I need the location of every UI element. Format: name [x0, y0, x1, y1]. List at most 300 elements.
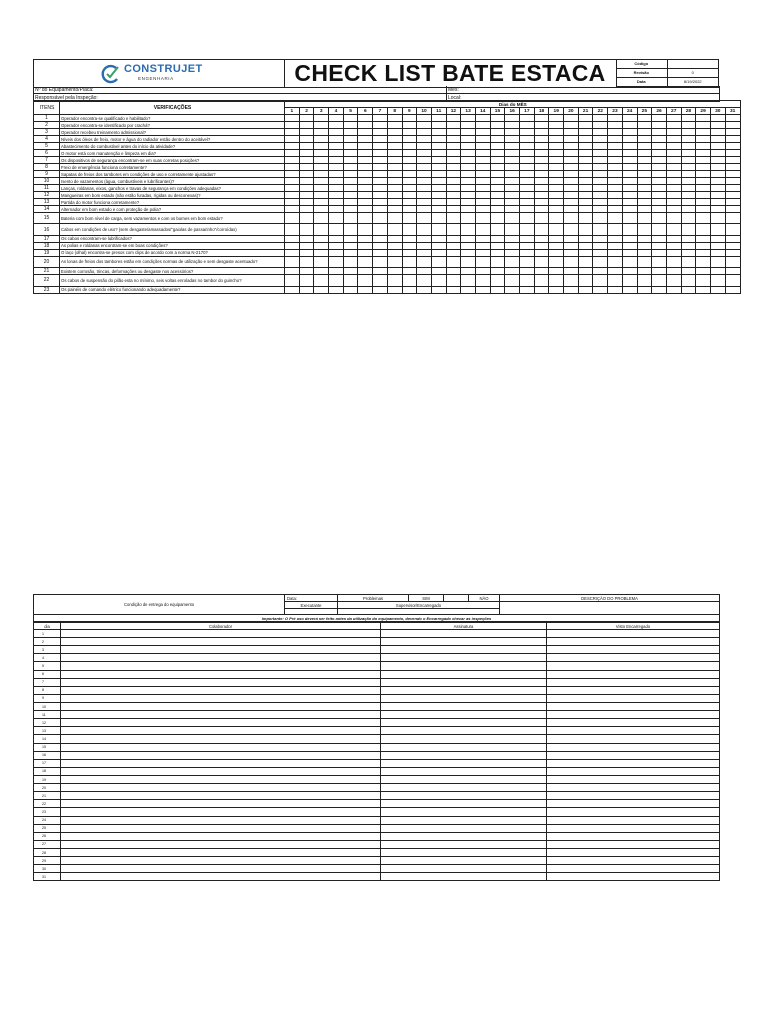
day-check-cell[interactable] [358, 275, 373, 286]
day-check-cell[interactable] [431, 192, 446, 199]
day-check-cell[interactable] [358, 206, 373, 213]
day-check-cell[interactable] [343, 242, 358, 249]
day-check-cell[interactable] [461, 206, 476, 213]
signature-cell[interactable] [381, 686, 547, 694]
signature-cell[interactable] [381, 662, 547, 670]
collaborator-cell[interactable] [61, 800, 381, 808]
day-check-cell[interactable] [402, 150, 417, 157]
day-check-cell[interactable] [417, 199, 432, 206]
day-check-cell[interactable] [534, 256, 549, 267]
day-check-cell[interactable] [475, 115, 490, 122]
day-check-cell[interactable] [505, 185, 520, 192]
day-check-cell[interactable] [387, 213, 402, 224]
day-check-cell[interactable] [564, 178, 579, 185]
day-check-cell[interactable] [622, 129, 637, 136]
day-check-cell[interactable] [299, 249, 314, 256]
day-check-cell[interactable] [417, 256, 432, 267]
visto-cell[interactable] [547, 727, 720, 735]
day-check-cell[interactable] [608, 157, 623, 164]
day-check-cell[interactable] [666, 171, 681, 178]
collaborator-cell[interactable] [61, 865, 381, 873]
day-check-cell[interactable] [578, 143, 593, 150]
day-check-cell[interactable] [431, 136, 446, 143]
day-check-cell[interactable] [534, 171, 549, 178]
visto-cell[interactable] [547, 832, 720, 840]
day-check-cell[interactable] [608, 122, 623, 129]
day-check-cell[interactable] [637, 268, 652, 275]
day-check-cell[interactable] [710, 171, 725, 178]
day-check-cell[interactable] [373, 256, 388, 267]
visto-cell[interactable] [547, 719, 720, 727]
day-check-cell[interactable] [578, 192, 593, 199]
day-check-cell[interactable] [329, 275, 344, 286]
day-check-cell[interactable] [490, 136, 505, 143]
day-check-cell[interactable] [505, 213, 520, 224]
day-check-cell[interactable] [593, 157, 608, 164]
day-check-cell[interactable] [681, 242, 696, 249]
day-check-cell[interactable] [314, 136, 329, 143]
visto-cell[interactable] [547, 630, 720, 638]
day-check-cell[interactable] [593, 164, 608, 171]
day-check-cell[interactable] [329, 136, 344, 143]
day-check-cell[interactable] [549, 185, 564, 192]
day-check-cell[interactable] [578, 129, 593, 136]
collaborator-cell[interactable] [61, 678, 381, 686]
day-check-cell[interactable] [387, 129, 402, 136]
day-check-cell[interactable] [622, 178, 637, 185]
day-check-cell[interactable] [373, 171, 388, 178]
day-check-cell[interactable] [696, 150, 711, 157]
day-check-cell[interactable] [446, 206, 461, 213]
day-check-cell[interactable] [475, 150, 490, 157]
day-check-cell[interactable] [417, 213, 432, 224]
day-check-cell[interactable] [520, 115, 535, 122]
day-check-cell[interactable] [622, 115, 637, 122]
day-check-cell[interactable] [608, 192, 623, 199]
day-check-cell[interactable] [681, 199, 696, 206]
day-check-cell[interactable] [446, 213, 461, 224]
day-check-cell[interactable] [358, 185, 373, 192]
day-check-cell[interactable] [652, 249, 667, 256]
day-check-cell[interactable] [329, 206, 344, 213]
day-check-cell[interactable] [652, 199, 667, 206]
day-check-cell[interactable] [402, 164, 417, 171]
day-check-cell[interactable] [681, 115, 696, 122]
day-check-cell[interactable] [666, 122, 681, 129]
day-check-cell[interactable] [358, 143, 373, 150]
day-check-cell[interactable] [637, 275, 652, 286]
day-check-cell[interactable] [417, 206, 432, 213]
day-check-cell[interactable] [725, 171, 740, 178]
day-check-cell[interactable] [402, 199, 417, 206]
day-check-cell[interactable] [710, 213, 725, 224]
day-check-cell[interactable] [461, 115, 476, 122]
day-check-cell[interactable] [505, 115, 520, 122]
day-check-cell[interactable] [329, 129, 344, 136]
day-check-cell[interactable] [710, 185, 725, 192]
day-check-cell[interactable] [534, 129, 549, 136]
day-check-cell[interactable] [520, 136, 535, 143]
day-check-cell[interactable] [373, 213, 388, 224]
signature-cell[interactable] [381, 654, 547, 662]
day-check-cell[interactable] [446, 122, 461, 129]
day-check-cell[interactable] [696, 199, 711, 206]
day-check-cell[interactable] [696, 249, 711, 256]
day-check-cell[interactable] [299, 115, 314, 122]
day-check-cell[interactable] [637, 157, 652, 164]
day-check-cell[interactable] [564, 268, 579, 275]
day-check-cell[interactable] [710, 206, 725, 213]
visto-cell[interactable] [547, 873, 720, 881]
day-check-cell[interactable] [666, 242, 681, 249]
day-check-cell[interactable] [373, 164, 388, 171]
day-check-cell[interactable] [417, 129, 432, 136]
day-check-cell[interactable] [622, 185, 637, 192]
day-check-cell[interactable] [578, 199, 593, 206]
day-check-cell[interactable] [564, 164, 579, 171]
collaborator-cell[interactable] [61, 848, 381, 856]
day-check-cell[interactable] [608, 185, 623, 192]
day-check-cell[interactable] [725, 157, 740, 164]
visto-cell[interactable] [547, 638, 720, 646]
yes-option[interactable]: SIM [409, 595, 444, 602]
day-check-cell[interactable] [710, 178, 725, 185]
signature-cell[interactable] [381, 832, 547, 840]
day-check-cell[interactable] [314, 286, 329, 293]
day-check-cell[interactable] [520, 185, 535, 192]
collaborator-cell[interactable] [61, 646, 381, 654]
day-check-cell[interactable] [505, 256, 520, 267]
day-check-cell[interactable] [710, 286, 725, 293]
day-check-cell[interactable] [534, 199, 549, 206]
visto-cell[interactable] [547, 816, 720, 824]
day-check-cell[interactable] [490, 192, 505, 199]
day-check-cell[interactable] [373, 185, 388, 192]
day-check-cell[interactable] [637, 256, 652, 267]
day-check-cell[interactable] [446, 171, 461, 178]
day-check-cell[interactable] [505, 157, 520, 164]
day-check-cell[interactable] [578, 136, 593, 143]
yes-checkbox[interactable] [444, 595, 469, 602]
day-check-cell[interactable] [637, 178, 652, 185]
visto-cell[interactable] [547, 678, 720, 686]
day-check-cell[interactable] [461, 235, 476, 242]
collaborator-cell[interactable] [61, 630, 381, 638]
day-check-cell[interactable] [314, 185, 329, 192]
day-check-cell[interactable] [299, 286, 314, 293]
day-check-cell[interactable] [299, 171, 314, 178]
day-check-cell[interactable] [652, 164, 667, 171]
day-check-cell[interactable] [564, 286, 579, 293]
day-check-cell[interactable] [431, 275, 446, 286]
day-check-cell[interactable] [387, 286, 402, 293]
day-check-cell[interactable] [725, 256, 740, 267]
day-check-cell[interactable] [637, 143, 652, 150]
day-check-cell[interactable] [461, 192, 476, 199]
day-check-cell[interactable] [578, 150, 593, 157]
day-check-cell[interactable] [681, 185, 696, 192]
day-check-cell[interactable] [461, 157, 476, 164]
day-check-cell[interactable] [402, 136, 417, 143]
day-check-cell[interactable] [299, 136, 314, 143]
day-check-cell[interactable] [564, 122, 579, 129]
day-check-cell[interactable] [358, 157, 373, 164]
day-check-cell[interactable] [549, 235, 564, 242]
day-check-cell[interactable] [520, 242, 535, 249]
day-check-cell[interactable] [652, 136, 667, 143]
day-check-cell[interactable] [387, 224, 402, 235]
day-check-cell[interactable] [343, 235, 358, 242]
day-check-cell[interactable] [461, 164, 476, 171]
day-check-cell[interactable] [681, 164, 696, 171]
signature-cell[interactable] [381, 816, 547, 824]
day-check-cell[interactable] [329, 171, 344, 178]
day-check-cell[interactable] [710, 249, 725, 256]
day-check-cell[interactable] [564, 129, 579, 136]
day-check-cell[interactable] [314, 275, 329, 286]
day-check-cell[interactable] [534, 192, 549, 199]
day-check-cell[interactable] [725, 206, 740, 213]
day-check-cell[interactable] [343, 122, 358, 129]
day-check-cell[interactable] [593, 275, 608, 286]
day-check-cell[interactable] [343, 136, 358, 143]
day-check-cell[interactable] [475, 206, 490, 213]
day-check-cell[interactable] [637, 136, 652, 143]
collaborator-cell[interactable] [61, 857, 381, 865]
day-check-cell[interactable] [622, 213, 637, 224]
day-check-cell[interactable] [549, 275, 564, 286]
day-check-cell[interactable] [637, 115, 652, 122]
day-check-cell[interactable] [681, 206, 696, 213]
collaborator-cell[interactable] [61, 792, 381, 800]
day-check-cell[interactable] [666, 129, 681, 136]
day-check-cell[interactable] [343, 199, 358, 206]
day-check-cell[interactable] [725, 286, 740, 293]
visto-cell[interactable] [547, 865, 720, 873]
day-check-cell[interactable] [578, 164, 593, 171]
day-check-cell[interactable] [431, 224, 446, 235]
day-check-cell[interactable] [637, 185, 652, 192]
day-check-cell[interactable] [431, 115, 446, 122]
day-check-cell[interactable] [373, 157, 388, 164]
day-check-cell[interactable] [329, 185, 344, 192]
day-check-cell[interactable] [696, 178, 711, 185]
day-check-cell[interactable] [431, 235, 446, 242]
day-check-cell[interactable] [564, 206, 579, 213]
day-check-cell[interactable] [431, 164, 446, 171]
day-check-cell[interactable] [681, 268, 696, 275]
day-check-cell[interactable] [593, 122, 608, 129]
day-check-cell[interactable] [431, 249, 446, 256]
day-check-cell[interactable] [343, 143, 358, 150]
day-check-cell[interactable] [475, 136, 490, 143]
day-check-cell[interactable] [652, 150, 667, 157]
day-check-cell[interactable] [329, 178, 344, 185]
month-field[interactable]: Mês: [447, 86, 720, 94]
day-check-cell[interactable] [696, 256, 711, 267]
signature-cell[interactable] [381, 865, 547, 873]
day-check-cell[interactable] [696, 157, 711, 164]
visto-cell[interactable] [547, 711, 720, 719]
day-check-cell[interactable] [725, 178, 740, 185]
visto-cell[interactable] [547, 686, 720, 694]
visto-cell[interactable] [547, 759, 720, 767]
day-check-cell[interactable] [475, 122, 490, 129]
signature-cell[interactable] [381, 840, 547, 848]
day-check-cell[interactable] [666, 164, 681, 171]
day-check-cell[interactable] [475, 235, 490, 242]
day-check-cell[interactable] [564, 275, 579, 286]
day-check-cell[interactable] [387, 275, 402, 286]
day-check-cell[interactable] [710, 164, 725, 171]
day-check-cell[interactable] [402, 268, 417, 275]
day-check-cell[interactable] [417, 242, 432, 249]
day-check-cell[interactable] [593, 268, 608, 275]
day-check-cell[interactable] [285, 143, 300, 150]
day-check-cell[interactable] [549, 122, 564, 129]
day-check-cell[interactable] [652, 122, 667, 129]
visto-cell[interactable] [547, 702, 720, 710]
day-check-cell[interactable] [505, 129, 520, 136]
day-check-cell[interactable] [314, 115, 329, 122]
day-check-cell[interactable] [681, 192, 696, 199]
day-check-cell[interactable] [666, 199, 681, 206]
signature-cell[interactable] [381, 792, 547, 800]
day-check-cell[interactable] [417, 224, 432, 235]
day-check-cell[interactable] [549, 224, 564, 235]
day-check-cell[interactable] [402, 129, 417, 136]
collaborator-cell[interactable] [61, 873, 381, 881]
day-check-cell[interactable] [652, 192, 667, 199]
signature-cell[interactable] [381, 678, 547, 686]
day-check-cell[interactable] [446, 185, 461, 192]
day-check-cell[interactable] [431, 129, 446, 136]
day-check-cell[interactable] [299, 275, 314, 286]
day-check-cell[interactable] [490, 286, 505, 293]
day-check-cell[interactable] [358, 256, 373, 267]
day-check-cell[interactable] [534, 178, 549, 185]
day-check-cell[interactable] [725, 235, 740, 242]
day-check-cell[interactable] [314, 268, 329, 275]
day-check-cell[interactable] [490, 157, 505, 164]
day-check-cell[interactable] [475, 171, 490, 178]
day-check-cell[interactable] [622, 242, 637, 249]
day-check-cell[interactable] [285, 192, 300, 199]
day-check-cell[interactable] [490, 199, 505, 206]
day-check-cell[interactable] [358, 129, 373, 136]
day-check-cell[interactable] [417, 143, 432, 150]
day-check-cell[interactable] [578, 157, 593, 164]
visto-cell[interactable] [547, 751, 720, 759]
day-check-cell[interactable] [681, 256, 696, 267]
day-check-cell[interactable] [343, 275, 358, 286]
visto-cell[interactable] [547, 808, 720, 816]
day-check-cell[interactable] [622, 256, 637, 267]
day-check-cell[interactable] [578, 122, 593, 129]
day-check-cell[interactable] [666, 213, 681, 224]
day-check-cell[interactable] [622, 286, 637, 293]
day-check-cell[interactable] [578, 242, 593, 249]
day-check-cell[interactable] [608, 249, 623, 256]
visto-cell[interactable] [547, 775, 720, 783]
day-check-cell[interactable] [314, 143, 329, 150]
day-check-cell[interactable] [314, 164, 329, 171]
day-check-cell[interactable] [593, 136, 608, 143]
day-check-cell[interactable] [725, 185, 740, 192]
day-check-cell[interactable] [490, 115, 505, 122]
day-check-cell[interactable] [681, 143, 696, 150]
day-check-cell[interactable] [329, 115, 344, 122]
day-check-cell[interactable] [475, 157, 490, 164]
day-check-cell[interactable] [329, 143, 344, 150]
visto-cell[interactable] [547, 767, 720, 775]
day-check-cell[interactable] [534, 275, 549, 286]
day-check-cell[interactable] [490, 178, 505, 185]
day-check-cell[interactable] [373, 268, 388, 275]
day-check-cell[interactable] [652, 206, 667, 213]
day-check-cell[interactable] [622, 224, 637, 235]
day-check-cell[interactable] [593, 224, 608, 235]
day-check-cell[interactable] [475, 286, 490, 293]
day-check-cell[interactable] [666, 256, 681, 267]
day-check-cell[interactable] [622, 143, 637, 150]
visto-cell[interactable] [547, 792, 720, 800]
day-check-cell[interactable] [652, 242, 667, 249]
day-check-cell[interactable] [402, 185, 417, 192]
day-check-cell[interactable] [593, 192, 608, 199]
day-check-cell[interactable] [710, 235, 725, 242]
day-check-cell[interactable] [520, 178, 535, 185]
day-check-cell[interactable] [402, 143, 417, 150]
day-check-cell[interactable] [622, 206, 637, 213]
day-check-cell[interactable] [490, 185, 505, 192]
day-check-cell[interactable] [681, 275, 696, 286]
day-check-cell[interactable] [666, 178, 681, 185]
day-check-cell[interactable] [314, 199, 329, 206]
day-check-cell[interactable] [549, 143, 564, 150]
day-check-cell[interactable] [593, 213, 608, 224]
day-check-cell[interactable] [431, 178, 446, 185]
day-check-cell[interactable] [622, 275, 637, 286]
day-check-cell[interactable] [520, 164, 535, 171]
day-check-cell[interactable] [446, 286, 461, 293]
day-check-cell[interactable] [520, 150, 535, 157]
day-check-cell[interactable] [285, 268, 300, 275]
day-check-cell[interactable] [725, 249, 740, 256]
day-check-cell[interactable] [358, 178, 373, 185]
day-check-cell[interactable] [299, 199, 314, 206]
day-check-cell[interactable] [343, 164, 358, 171]
signature-cell[interactable] [381, 873, 547, 881]
day-check-cell[interactable] [417, 286, 432, 293]
signature-cell[interactable] [381, 784, 547, 792]
signature-cell[interactable] [381, 824, 547, 832]
day-check-cell[interactable] [358, 164, 373, 171]
day-check-cell[interactable] [417, 122, 432, 129]
day-check-cell[interactable] [446, 275, 461, 286]
day-check-cell[interactable] [637, 122, 652, 129]
day-check-cell[interactable] [475, 249, 490, 256]
visto-cell[interactable] [547, 848, 720, 856]
day-check-cell[interactable] [358, 242, 373, 249]
day-check-cell[interactable] [314, 171, 329, 178]
visto-cell[interactable] [547, 670, 720, 678]
day-check-cell[interactable] [622, 192, 637, 199]
day-check-cell[interactable] [446, 192, 461, 199]
day-check-cell[interactable] [637, 286, 652, 293]
day-check-cell[interactable] [593, 206, 608, 213]
day-check-cell[interactable] [710, 136, 725, 143]
